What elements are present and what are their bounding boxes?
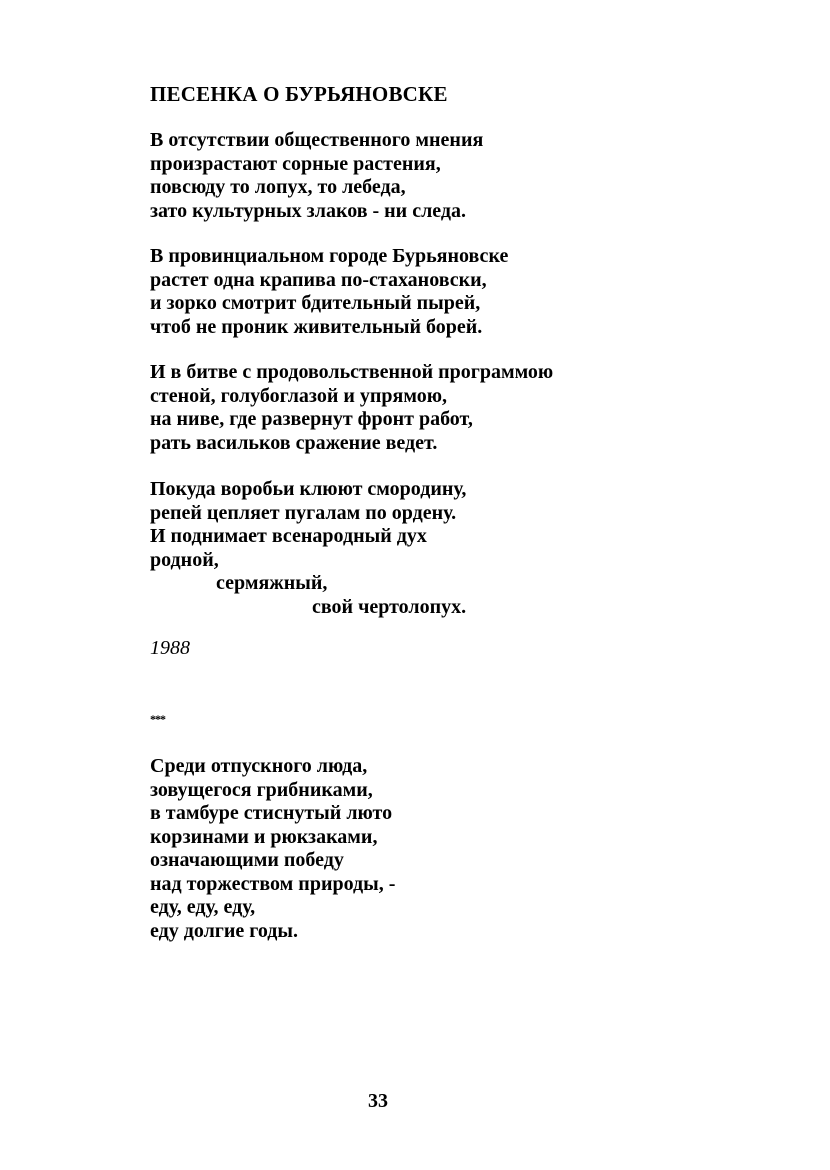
stanza-3 [150,361,553,455]
verse-line: корзинами и рюкзаками, [150,825,378,848]
stanza-2 [150,245,508,339]
verse-line: произрастают сорные растения, [150,152,441,175]
verse-line: и зорко смотрит бдительный пырей, [150,292,481,314]
verse-line-indented: сермяжный, [216,572,328,594]
verse-line: еду долгие годы. [150,919,299,942]
verse-line: В провинциальном городе Бурьяновске [150,245,509,267]
verse-line: И в битве с продовольственной программою [150,361,554,383]
stanza-1 [150,129,483,223]
verse-line: И поднимает всенародный дух [150,525,427,547]
verse-line: зовущегося грибниками, [150,778,373,801]
stanza-4 [150,478,466,619]
verse-line: рать васильков сражение ведет. [150,431,438,454]
verse-line: растет одна крапива по-стахановски, [150,268,487,291]
verse-line: на ниве, где развернут фронт работ, [150,408,473,430]
stanza-poem-2 [150,755,395,943]
verse-line: В отсутствии общественного мнения [150,129,484,151]
verse-line: Среди отпускного люда, [150,755,368,777]
verse-line: зато культурных злаков - ни следа. [150,199,467,222]
verse-line-indented: свой чертолопух. [312,595,467,618]
verse-line: чтоб не проник живительный борей. [150,315,483,338]
verse-line: родной, [150,548,219,571]
verse-line: над торжеством природы, - [150,872,396,895]
verse-line: еду, еду, еду, [150,896,256,918]
section-separator: *** [150,712,165,726]
verse-line: повсюду то лопух, то лебеда, [150,176,406,198]
verse-line: в тамбуре стиснутый люто [150,802,393,824]
verse-line: Покуда воробьи клюют смородину, [150,478,467,500]
poem-date: 1988 [150,637,190,659]
verse-line: репей цепляет пугалам по ордену. [150,501,457,524]
poem-title: ПЕСЕНКА О БУРЬЯНОВСКЕ [150,82,448,106]
verse-line: означающими победу [150,849,344,871]
page-number: 33 [368,1090,388,1112]
verse-line: стеной, голубоглазой и упрямою, [150,384,448,407]
